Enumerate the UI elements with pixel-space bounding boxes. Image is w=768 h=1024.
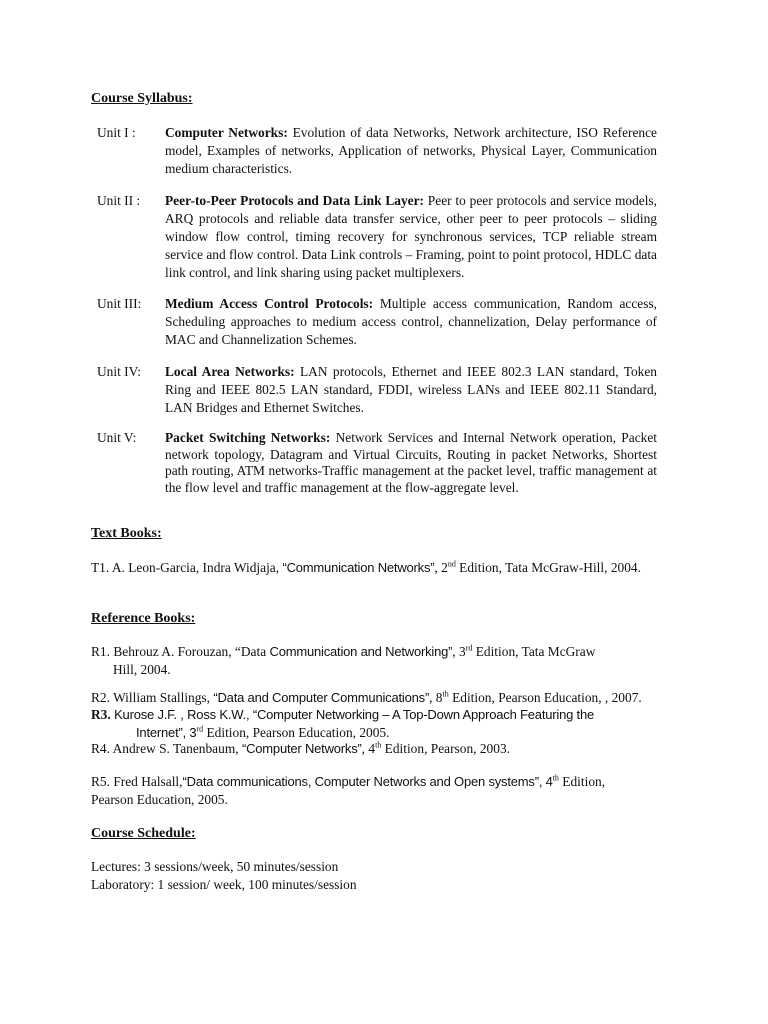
unit-label: Unit V: [97,430,137,445]
unit-label: Unit I : [97,125,136,140]
citation-sup: nd [447,559,456,569]
unit-description [165,295,657,349]
course-syllabus-heading: Course Syllabus: [91,91,193,106]
citation-authors: T1. A. Leon-Garcia, Indra Widjaja, [91,560,283,575]
citation-sup: rd [465,643,473,653]
citation-text: , 3 [452,644,466,659]
reference-r5 [91,773,657,809]
unit-label: Unit III: [97,296,142,311]
citation-text: , 8 [429,690,443,705]
reference-r4 [91,740,657,758]
unit-body: Evolution of data Networks, Network architecture, ISO Reference model, Examples of networks, Application of networks, Physical Layer, Communication medium characteristics. [165,125,657,176]
unit-description [165,363,657,417]
citation-text: Edition, Tata McGraw-Hill, 2004. [455,560,641,575]
text-books-heading: Text Books: [91,526,162,541]
citation-sup: th [442,689,449,699]
citation-text: Edition, Pearson, 2003. [381,741,510,756]
unit-title: Packet Switching Networks: [165,430,331,445]
unit-body: LAN protocols, Ethernet and IEEE 802.3 LAN standard, Token Ring and IEEE 802.5 LAN standard, FDDI, wireless LANs and IEEE 802.11 Standard, LAN Bridges and Ethernet Switches. [165,364,658,415]
schedule-laboratory: Laboratory: 1 session/ week, 100 minutes/session [91,877,357,892]
citation-number: R3. [91,707,115,722]
textbook-t1 [91,559,657,577]
reference-r3 [91,706,657,742]
citation-text: , 2 [434,560,448,575]
unit-body: Peer to peer protocols and service models, ARQ protocols and reliable data transfer service, other peer to peer protocols – sliding window flow control, timing recovery for synchronous services, TCP reliable stream service and flow control. Data Link controls – Framing, point to point protocol, HDLC data link control, and link sharing using packet multiplexers. [165,193,657,280]
unit-title: Computer Networks: [165,125,288,140]
citation-text: , 4 [361,741,376,756]
unit-label: Unit IV: [97,364,142,379]
unit-body: Network Services and Internal Network operation, Packet network topology, Datagram and Virtual Circuits, Routing in packet Networks, Shortest path routing, ATM networks-Traffic management at the packet level, traffic management at the flow level and traffic management at the flow-aggregate level. [165,430,657,495]
citation-title: “Data communications, Computer Networks and Open systems”, 4 [182,774,553,789]
citation-sup: th [375,740,382,750]
citation-sup: rd [196,724,204,734]
citation-authors: R4. Andrew S. Tanenbaum, [91,741,242,756]
course-schedule-heading: Course Schedule: [91,826,196,841]
unit-label: Unit II : [97,193,141,208]
reference-r1 [91,643,657,679]
unit-description [165,124,657,178]
unit-description [165,430,657,496]
reference-r2 [91,689,657,707]
schedule-lectures: Lectures: 3 sessions/week, 50 minutes/session [91,859,339,874]
unit-title: Medium Access Control Protocols: [165,296,374,311]
citation-text: Hill, 2004. [113,662,171,677]
citation-text: Internet”, 3 [136,725,197,740]
citation-title: “Communication Networks” [282,560,435,575]
citation-sup: th [552,773,559,783]
unit-description [165,192,657,282]
unit-body: Multiple access communication, Random access, Scheduling approaches to medium access control, channelization, Delay performance of MAC and Channelization Schemes. [165,296,657,347]
unit-title: Peer-to-Peer Protocols and Data Link Layer: [165,193,424,208]
citation-title: “Computer Networks” [241,741,362,756]
citation-authors: R5. Fred Halsall, [91,774,183,789]
citation-text: Edition, Pearson Education, , 2007. [448,690,642,705]
citation-authors: R2. William Stallings, [91,690,214,705]
citation-title: Communication and Networking” [269,644,453,659]
citation-title: “Data and Computer Communications” [213,690,430,705]
citation-authors: R1. Behrouz A. Forouzan, “Data [91,644,270,659]
unit-title: Local Area Networks: [165,364,295,379]
citation-text: Pearson Education, 2005. [91,792,228,807]
reference-books-heading: Reference Books: [91,611,196,626]
citation-authors: Kurose J.F. , Ross K.W., “Computer Networking – A Top-Down Approach Featuring the [114,707,595,722]
citation-text: Edition, [558,774,606,789]
citation-text: Edition, Tata McGraw [472,644,596,659]
citation-text: Edition, Pearson Education, 2005. [203,725,390,740]
